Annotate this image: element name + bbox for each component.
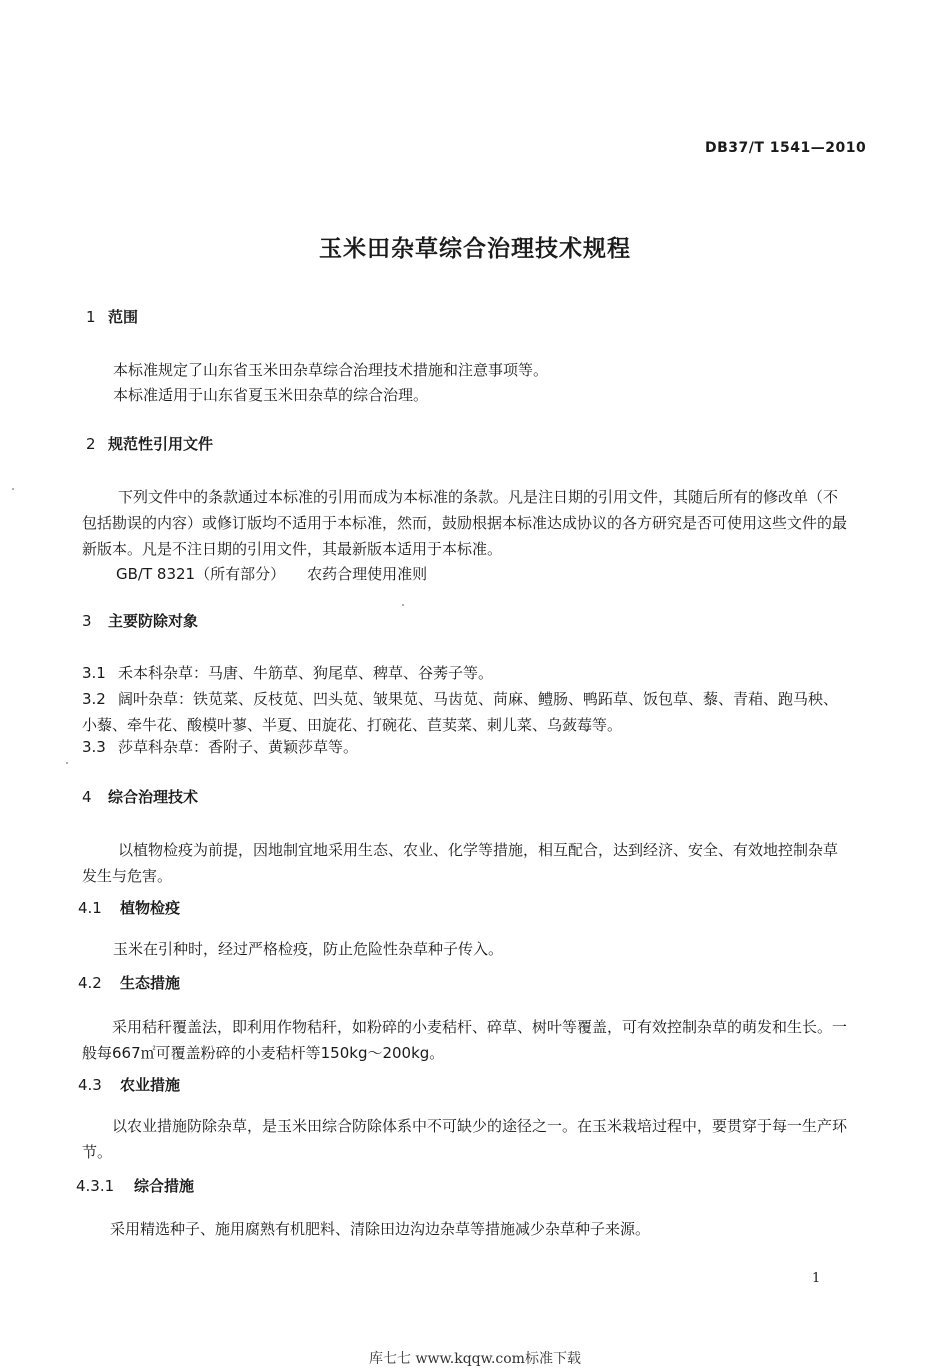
subsection-4-2-paragraph: 采用秸秆覆盖法，即利用作物秸秆，如粉碎的小麦秸杆、碎草、树叶等覆盖，可有效控制杂草的萌发和生长。一般每667㎡可覆盖粉碎的小麦秸杆等150kg～200kg。 — [82, 1018, 848, 1062]
item-number: 3.1 — [82, 664, 106, 682]
item-text: 阔叶杂草：铁苋菜、反枝苋、凹头苋、皱果苋、马齿苋、苘麻、鳢肠、鸭跖草、饭包草、藜、青葙、跑马秧、小藜、牵牛花、酸模叶蓼、半夏、田旋花、打碗花、苣荬菜、刺儿菜、乌蔹莓等。 — [82, 690, 839, 734]
subsection-title: 生态措施 — [120, 974, 181, 992]
document-number: DB37/T 1541—2010 — [705, 140, 867, 156]
section-title: 范围 — [108, 308, 139, 326]
section-number: 2 — [86, 435, 96, 453]
subsection-title: 植物检疫 — [120, 899, 181, 917]
subsection-4-3-paragraph: 以农业措施防除杂草，是玉米田综合防除体系中不可缺少的途径之一。在玉米栽培过程中，要贯穿于每一生产环节。 — [82, 1117, 848, 1161]
section-4-paragraph: 以植物检疫为前提，因地制宜地采用生态、农业、化学等措施，相互配合，达到经济、安全、有效地控制杂草发生与危害。 — [82, 841, 839, 885]
subsection-number: 4.3.1 — [76, 1177, 115, 1195]
item-number: 3.2 — [82, 690, 106, 708]
download-footer: 库七七 www.kqqw.com标准下载 — [369, 1351, 581, 1367]
subsection-number: 4.2 — [78, 974, 102, 992]
subsection-title: 综合措施 — [134, 1177, 195, 1195]
subsection-4-2-heading — [78, 972, 180, 993]
reference-title: 农药合理使用准则 — [307, 565, 428, 583]
document-title: 玉米田杂草综合治理技术规程 — [319, 236, 631, 262]
subsection-number: 4.3 — [78, 1076, 102, 1094]
subsection-4-3-1-heading — [76, 1175, 194, 1196]
list-item-3-2 — [82, 686, 848, 738]
scan-speck — [402, 604, 404, 606]
section-3-heading — [82, 610, 198, 631]
subsection-number: 4.1 — [78, 899, 102, 917]
scan-speck — [66, 762, 68, 764]
item-text: 禾本科杂草：马唐、牛筋草、狗尾草、稗草、谷莠子等。 — [118, 664, 494, 682]
reference-entry — [116, 561, 427, 587]
subsection-4-1-heading — [78, 897, 180, 918]
section-title: 规范性引用文件 — [108, 435, 214, 453]
section-number: 3 — [82, 612, 92, 630]
page-number: 1 — [812, 1271, 821, 1286]
scan-speck — [12, 488, 14, 490]
list-item-3-1 — [82, 660, 493, 686]
section-title: 综合治理技术 — [108, 788, 199, 806]
subsection-4-3-heading — [78, 1074, 180, 1095]
section-2-heading — [86, 433, 213, 454]
section-2-paragraph: 下列文件中的条款通过本标准的引用而成为本标准的条款。凡是注日期的引用文件，其随后所有的修改单（不包括勘误的内容）或修订版均不适用于本标准，然而，鼓励根据本标准达成协议的各方研究是否可使用这些文件的最新版本。凡是不注日期的引用文件，其最新版本适用于本标准。 — [82, 488, 848, 558]
section-4-heading — [82, 786, 198, 807]
section-number: 4 — [82, 788, 92, 806]
reference-code: GB/T 8321（所有部分） — [116, 565, 286, 583]
subsection-4-1-paragraph: 玉米在引种时，经过严格检疫，防止危险性杂草种子传入。 — [113, 940, 504, 958]
section-title: 主要防除对象 — [108, 612, 199, 630]
subsection-title: 农业措施 — [120, 1076, 181, 1094]
item-number: 3.3 — [82, 738, 106, 756]
item-text: 莎草科杂草：香附子、黄颖莎草等。 — [118, 738, 359, 756]
list-item-3-3 — [82, 734, 358, 760]
section-1-paragraph-2: 本标准适用于山东省夏玉米田杂草的综合治理。 — [113, 386, 429, 404]
section-1-heading — [86, 306, 138, 327]
section-1-paragraph-1: 本标准规定了山东省玉米田杂草综合治理技术措施和注意事项等。 — [113, 361, 549, 379]
section-number: 1 — [86, 308, 96, 326]
subsection-4-3-1-paragraph: 采用精选种子、施用腐熟有机肥料、清除田边沟边杂草等措施减少杂草种子来源。 — [110, 1220, 651, 1238]
